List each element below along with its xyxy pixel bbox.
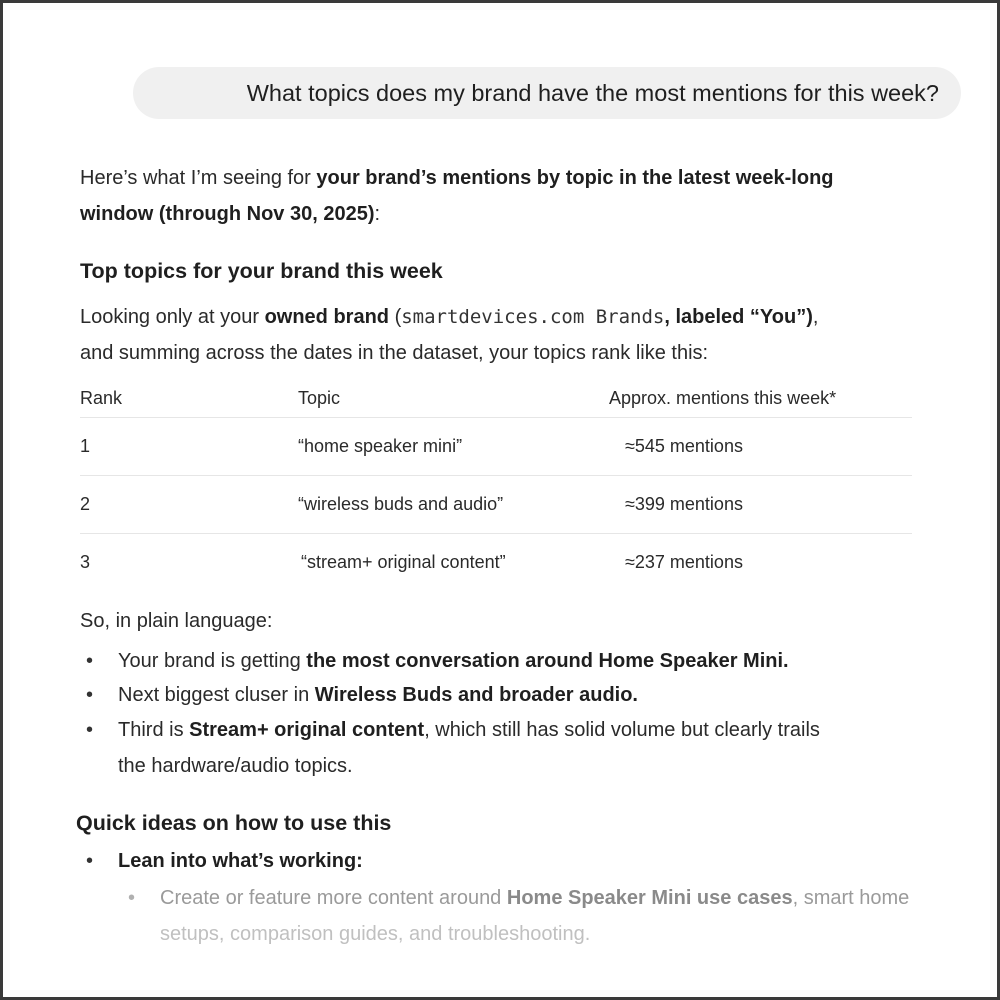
cell-topic: “home speaker mini” [298,436,463,456]
bullet-text: Your brand is getting [118,650,307,672]
topics-table [80,383,912,591]
cell-mentions: ≈399 mentions [625,494,743,514]
header-topic: Topic [298,388,341,408]
sub-text-a: Create or feature more content around [160,887,507,909]
sub-text-line2: setups, comparison guides, and troubleshooting. [160,923,591,945]
s1-line2: and summing across the dates in the dataset, your topics rank like this: [80,342,709,364]
list-item [80,843,920,879]
s1-text-a: Looking only at your [80,306,265,328]
table-row [80,418,912,476]
s1-owned-brand: owned brand [264,306,390,328]
sub-bold: Home Speaker Mini use cases [506,887,793,909]
list-item [80,712,920,784]
bullet-text-line2: the hardware/audio topics. [118,755,353,777]
bullet-dot: • [86,684,94,706]
summary-lead: So, in plain language: [80,610,273,632]
cell-rank: 1 [80,436,91,456]
bullet-text: Next biggest cluser in [118,684,315,706]
bullet-bold: the most conversation around Home Speaker Mini. [306,650,789,672]
bullet-dot: • [86,850,94,872]
table-row [80,534,912,591]
intro-prefix: Here’s what I’m seeing for [80,167,317,189]
s1-brand-mono: smartdevices.com Brands [401,306,665,328]
intro-bold-1: your brand’s mentions by topic in the latest week-long [316,167,834,189]
bullet-dot: • [86,719,94,741]
user-message-text: What topics does my brand have the most mentions for this week? [246,79,939,106]
bullet-text: Third is [118,719,190,741]
intro-paragraph [80,160,920,232]
s1-paren: ( [389,306,402,328]
cell-topic: “stream+ original content” [301,552,506,572]
s1-labeled: , labeled “You”) [664,306,813,328]
list-item [80,643,920,679]
intro-suffix: : [374,203,381,225]
cell-mentions: ≈545 mentions [625,436,743,456]
cell-topic: “wireless buds and audio” [298,494,504,514]
bullet-bold: Wireless Buds and broader audio. [314,684,638,706]
cell-rank: 3 [80,552,91,572]
intro-bold-2: window (through Nov 30, 2025) [80,203,375,225]
list-item [122,880,962,952]
table-header-row [80,383,912,418]
section-title-top-topics: Top topics for your brand this week [80,259,443,283]
section-title-quick-ideas: Quick ideas on how to use this [76,811,392,835]
list-item [80,677,920,713]
s1-comma: , [812,306,819,328]
bullet-bold: Stream+ original content [189,719,425,741]
cell-rank: 2 [80,494,91,514]
table-row [80,476,912,534]
bullet-dot: • [86,650,94,672]
sub-bullet-dot: • [128,887,136,909]
header-rank: Rank [80,388,123,408]
user-message-bubble [133,67,961,119]
sub-text-c: , smart home [792,887,910,909]
header-mentions: Approx. mentions this week* [609,388,837,408]
bullet-bold: Lean into what’s working: [118,850,363,872]
bullet-text-tail: , which still has solid volume but clearly trails [424,719,820,741]
cell-mentions: ≈237 mentions [625,552,743,572]
section1-paragraph [80,299,940,371]
